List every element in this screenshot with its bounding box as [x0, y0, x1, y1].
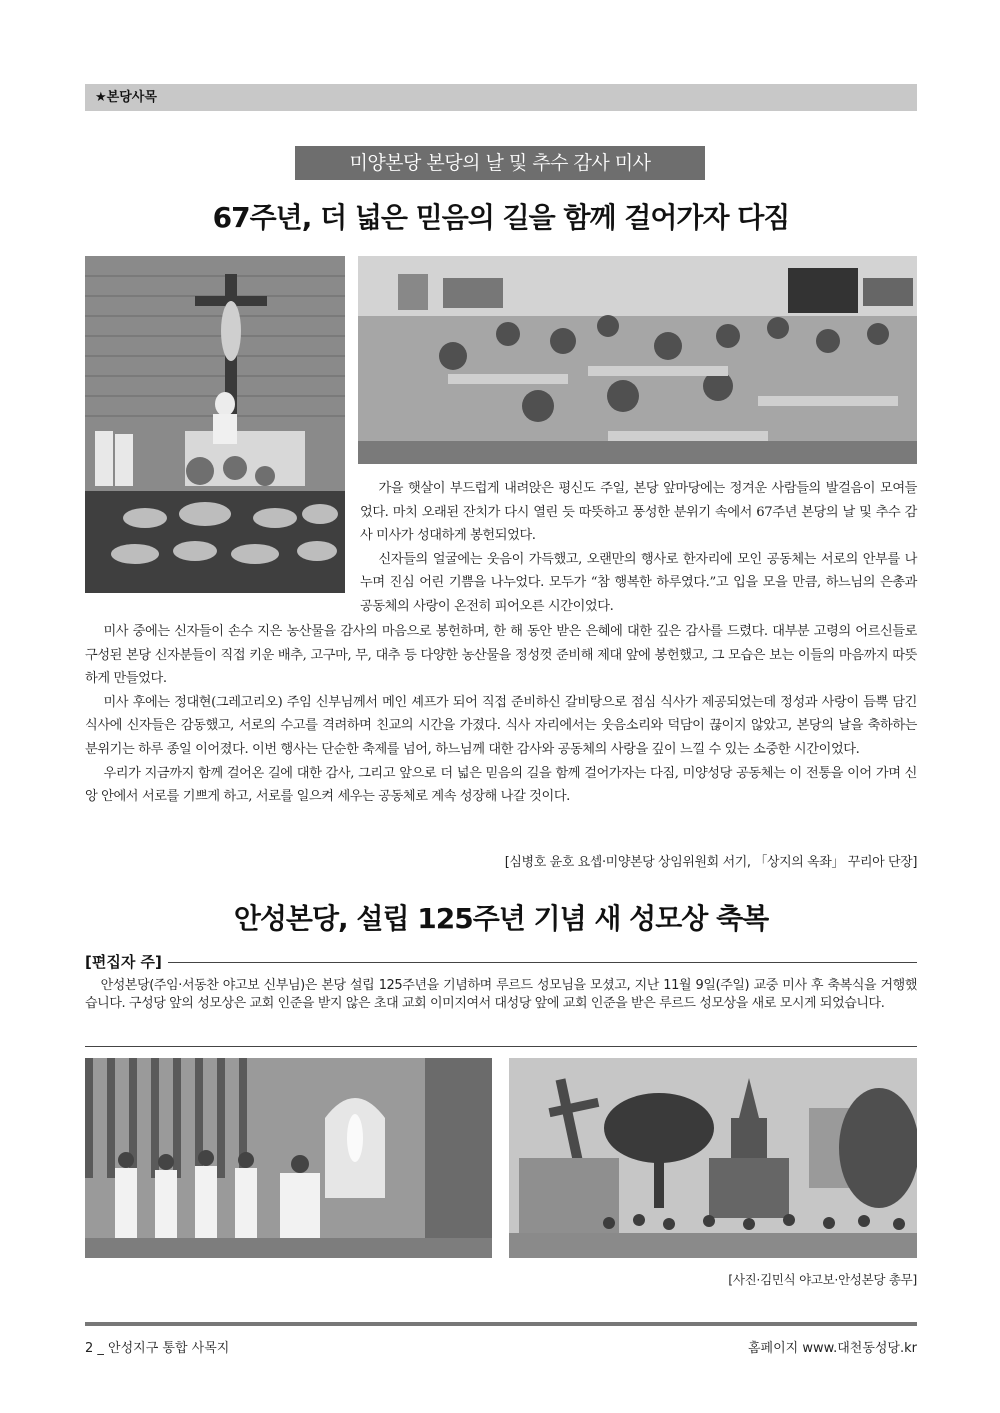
homepage-link[interactable]: 홈페이지 www.대천동성당.kr [748, 1341, 917, 1356]
paragraph: 가을 햇살이 부드럽게 내려앉은 평신도 주일, 본당 앞마당에는 정겨운 사람들의 발걸음이 모여들었다. 마치 오래된 잔치가 다시 열린 듯 따뜻하고 풍성한 분위기 속에서 67주년 본당의 날 및 추수 감사 미사가 성대하게 봉헌되었다. [360, 481, 917, 544]
paragraph: 신자들의 얼굴에는 웃음이 가득했고, 오랜만의 행사로 한자리에 모인 공동체는 서로의 안부를 나누며 진심 어린 기쁨을 나누었다. 모두가 “참 행복한 하루였다.”고 입을 모을 만큼, 하느님의 은총과 공동체의 사랑이 온전히 피어오른 시간이었다. [360, 551, 917, 614]
editor-note-text: 안성본당(주임·서동찬 야고보 신부님)은 본당 설립 125주년을 기념하며 루르드 성모님을 모셨고, 지난 11월 9일(주일) 교중 미사 후 축복식을 거행했습니다. 구성당 앞의 성모상은 교회 인준을 받지 않은 초대 교회 이미지여서 대성당 앞에 교회 인준을 받은 루르드 성모상을 새로 모시게 되었습니다. [85, 978, 917, 1011]
article-body-top [360, 477, 917, 619]
altar-harvest-photo [85, 256, 345, 593]
blessing-ceremony-photo [85, 1058, 492, 1258]
article-body-full [85, 620, 917, 809]
editor-note [85, 977, 917, 1013]
paragraph: 미사 중에는 신자들이 손수 지은 농산물을 감사의 마음으로 봉헌하며, 한 해 동안 받은 은혜에 대한 깊은 감사를 드렸다. 대부분 고령의 어르신들로 구성된 본당 신자분들이 직접 키운 배추, 고구마, 무, 대추 등 다양한 농산물을 정성껏 준비해 제대 앞에 봉헌했고, 그 모습은 보는 이들의 마음까지 따뜻하게 만들었다. [85, 624, 917, 687]
editor-note-divider [85, 1046, 917, 1047]
photo-credit: [사진·김민식 야고보·안성본당 총무] [728, 1272, 917, 1287]
paragraph: 미사 후에는 정대현(그레고리오) 주임 신부님께서 메인 셰프가 되어 직접 준비하신 갈비탕으로 점심 식사가 제공되었는데 정성과 사랑이 듬뿍 담긴 식사에 신자들은 감동했고, 서로의 수고를 격려하며 친교의 시간을 가졌다. 식사 자리에서는 웃음소리와 덕담이 끊이지 않았고, 본당의 날을 축하하는 분위기는 하루 종일 이어졌다. 이번 행사는 단순한 축제를 넘어, 하느님께 대한 감사와 공동체의 사랑을 깊이 느낄 수 있는 소중한 시간이었다. [85, 694, 917, 757]
church-exterior-photo [509, 1058, 917, 1258]
footer-divider [85, 1322, 917, 1326]
article-headline: 안성본당, 설립 125주년 기념 새 성모상 축복 [233, 902, 769, 935]
fellowship-meal-photo [358, 256, 917, 464]
editor-note-divider [85, 962, 917, 963]
page-footer-title: 2 _ 안성지구 통합 사목지 [85, 1341, 230, 1356]
section-label: ★본당사목 [85, 84, 917, 111]
article-kicker: 미양본당 본당의 날 및 추수 감사 미사 [295, 146, 705, 180]
article-byline: [심병호 윤호 요셉·미양본당 상임위원회 서기, 「상지의 옥좌」 꾸리아 단장] [504, 855, 917, 870]
article-headline: 67주년, 더 넓은 믿음의 길을 함께 걸어가자 다짐 [212, 201, 790, 234]
editor-note-label: [편집자 주] [85, 951, 168, 972]
paragraph: 우리가 지금까지 함께 걸어온 길에 대한 감사, 그리고 앞으로 더 넓은 믿음의 길을 함께 걸어가자는 다짐, 미양성당 공동체는 이 전통을 이어 가며 신앙 안에서 서로를 기쁘게 하고, 서로를 일으켜 세우는 공동체로 계속 성장해 나갈 것이다. [85, 765, 917, 805]
